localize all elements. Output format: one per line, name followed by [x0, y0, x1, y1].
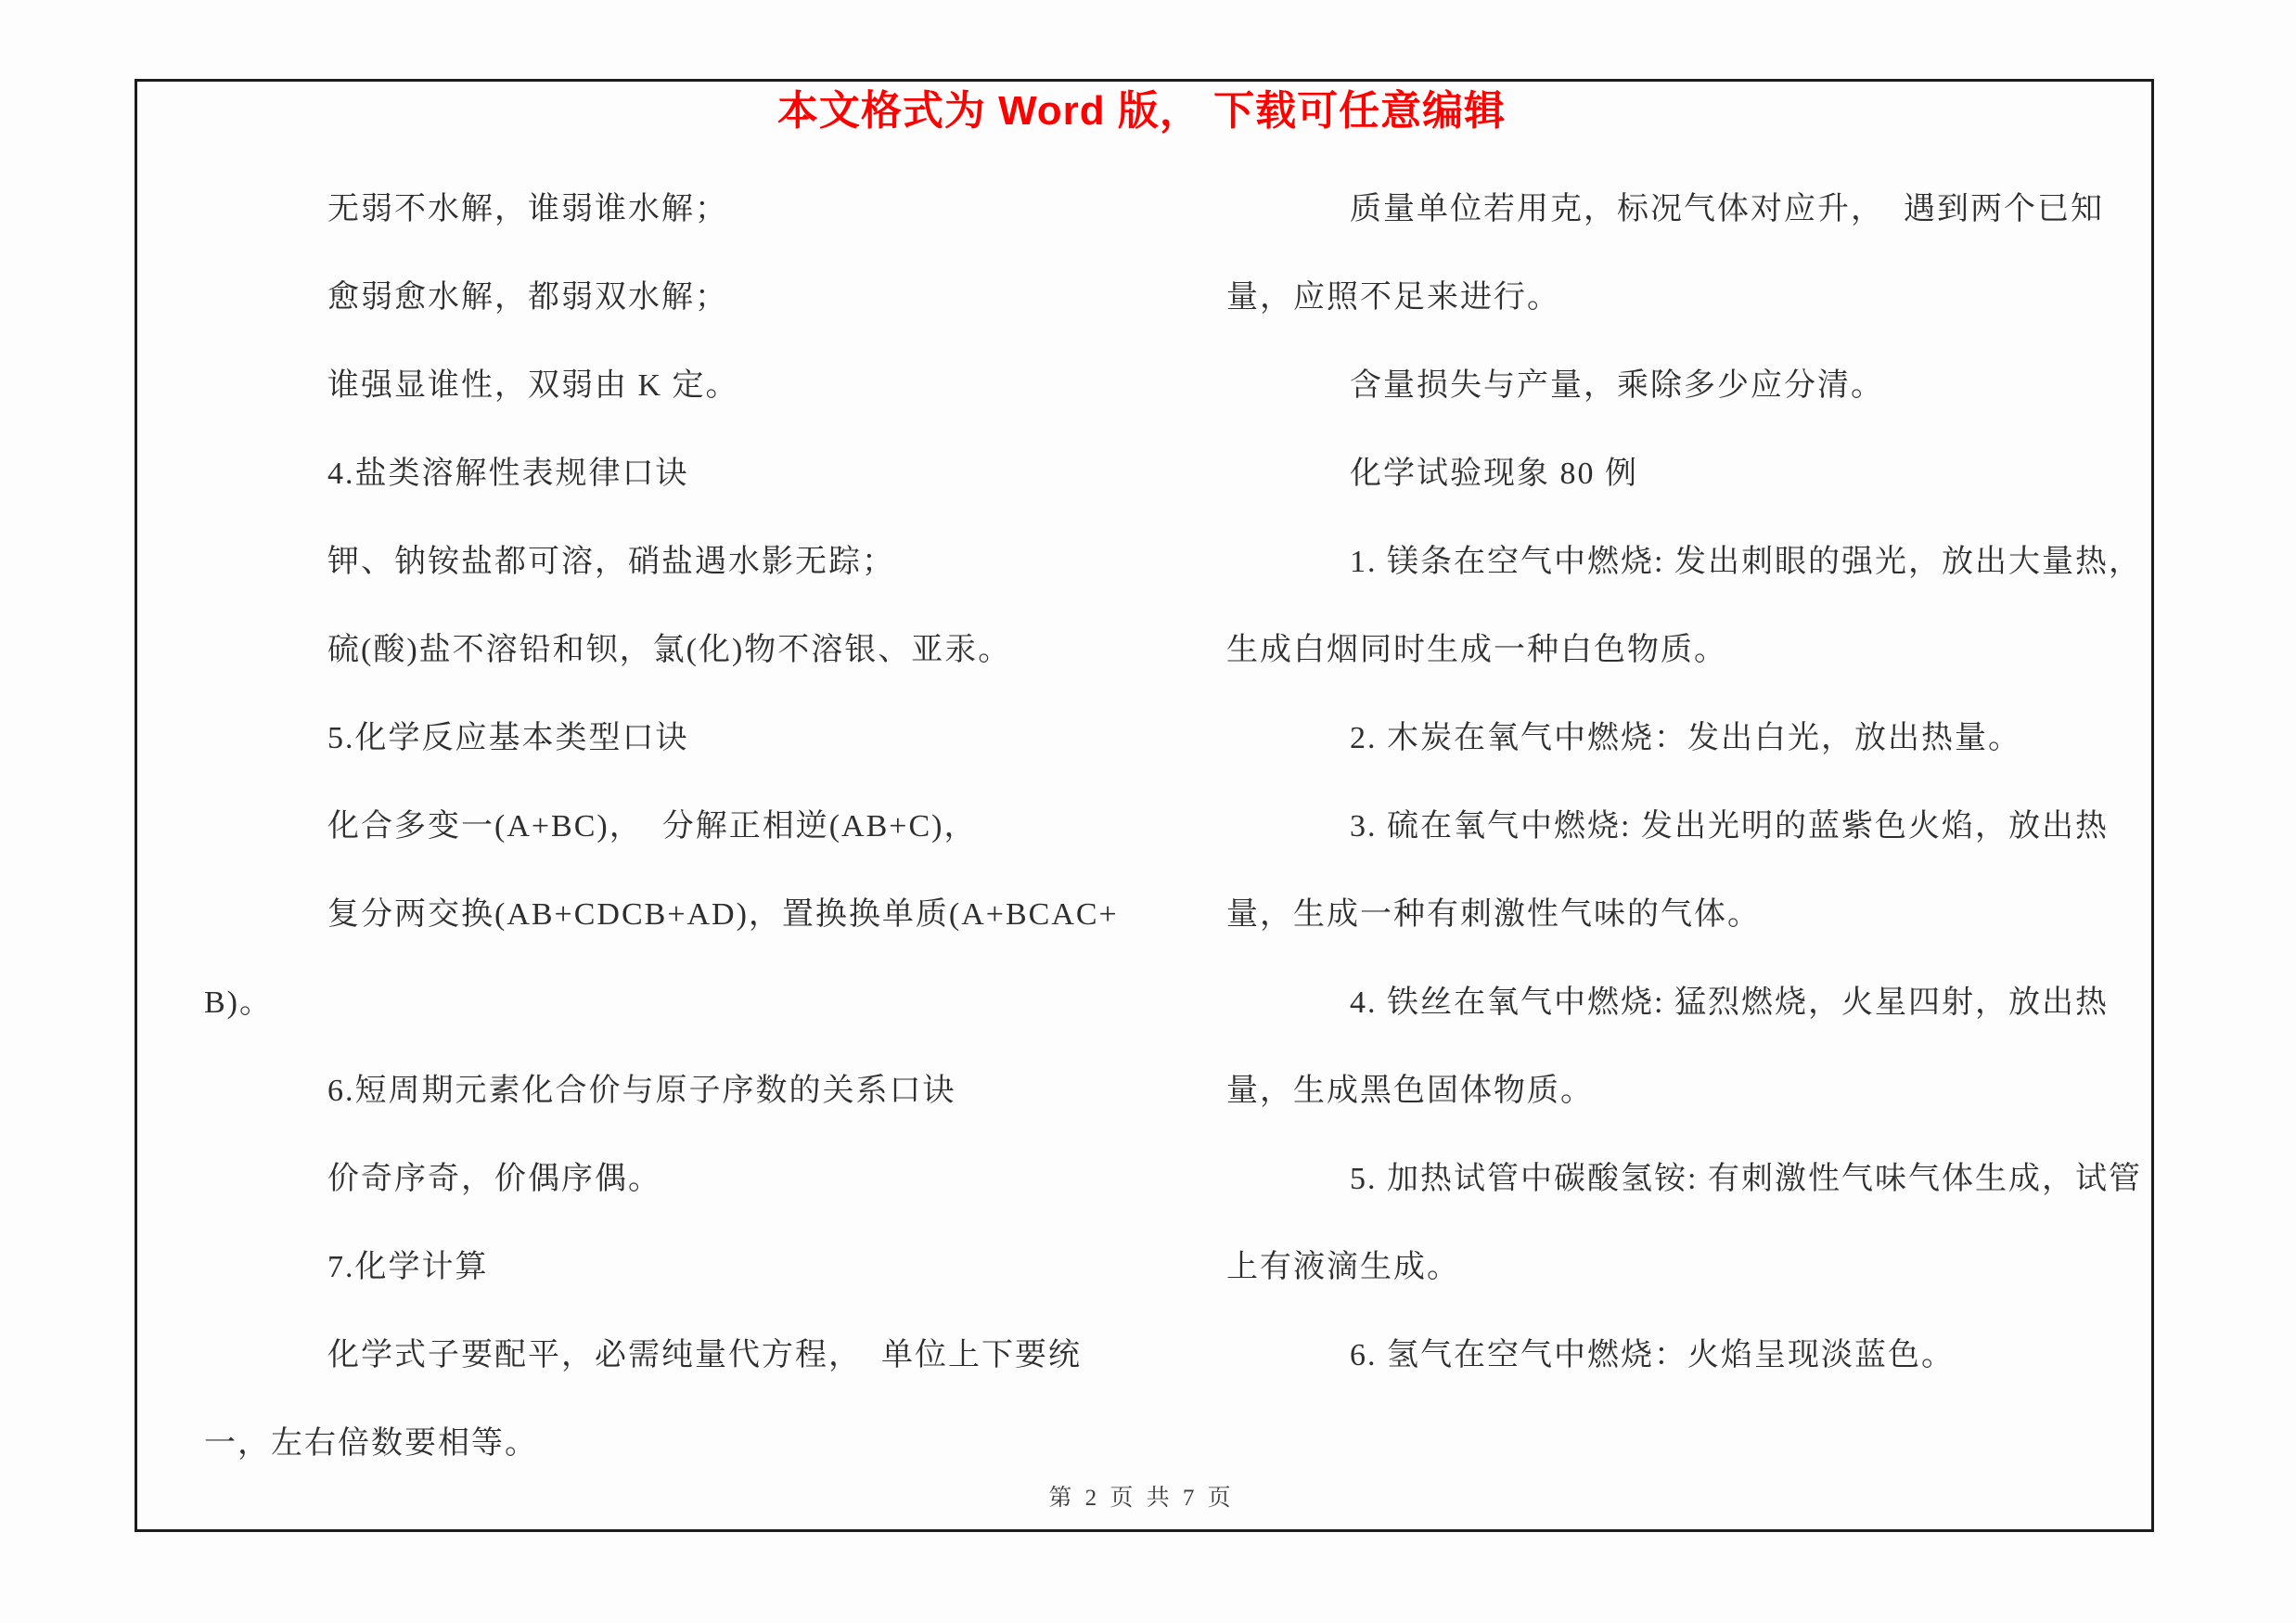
paragraph: 价奇序奇，价偶序偶。 — [327, 1162, 661, 1196]
paragraph: 5.化学反应基本类型口诀 — [327, 721, 689, 755]
paragraph: 复分两交换(AB+CDCB+AD)，置换换单质(A+BCAC+B)。 — [204, 897, 1119, 1020]
paragraph: 钾、钠铵盐都可溶，硝盐遇水影无踪； — [327, 545, 895, 579]
paragraph: 4.盐类溶解性表规律口诀 — [327, 457, 689, 491]
paragraph: 化合多变一(A+BC)， 分解正相逆(AB+C)， — [327, 809, 978, 844]
paragraph: 硫(酸)盐不溶铅和钡，氯(化)物不溶银、亚汞。 — [327, 633, 1012, 667]
paragraph: 4. 铁丝在氧气中燃烧: 猛烈燃烧，火星四射，放出热量，生成黑色固体物质。 — [1226, 985, 2109, 1108]
paragraph: 质量单位若用克，标况气体对应升， 遇到两个已知量，应照不足来进行。 — [1226, 192, 2104, 315]
paragraph: 愈弱愈水解，都弱双水解； — [327, 280, 728, 315]
paragraph: 含量损失与产量，乘除多少应分清。 — [1350, 368, 1884, 403]
paragraph: 7.化学计算 — [327, 1250, 489, 1284]
paragraph: 2. 木炭在氧气中燃烧：发出白光，放出热量。 — [1350, 721, 2021, 755]
footer-page-number: 第 2 页 共 7 页 — [1048, 1486, 1235, 1511]
paragraph: 6.短周期元素化合价与原子序数的关系口诀 — [327, 1074, 956, 1108]
paragraph: 化学试验现象 80 例 — [1350, 457, 1638, 491]
paragraph: 3. 硫在氧气中燃烧: 发出光明的蓝紫色火焰，放出热量，生成一种有刺激性气味的气体。 — [1226, 809, 2109, 932]
right-column — [1226, 165, 2145, 1399]
left-column — [204, 165, 1141, 1488]
paragraph: 无弱不水解，谁弱谁水解； — [327, 192, 728, 226]
paragraph: 6. 氢气在空气中燃烧：火焰呈现淡蓝色。 — [1350, 1338, 1955, 1372]
paragraph: 谁强显谁性，双弱由 K 定。 — [327, 368, 739, 403]
paragraph: 5. 加热试管中碳酸氢铵: 有刺激性气味气体生成，试管上有液滴生成。 — [1226, 1162, 2142, 1284]
paragraph: 1. 镁条在空气中燃烧: 发出刺眼的强光，放出大量热，生成白烟同时生成一种白色物质。 — [1226, 545, 2142, 667]
header-notice: 本文格式为 Word 版， 下载可任意编辑 — [776, 88, 1507, 134]
paragraph: 化学式子要配平，必需纯量代方程， 单位上下要统一，左右倍数要相等。 — [204, 1338, 1082, 1461]
